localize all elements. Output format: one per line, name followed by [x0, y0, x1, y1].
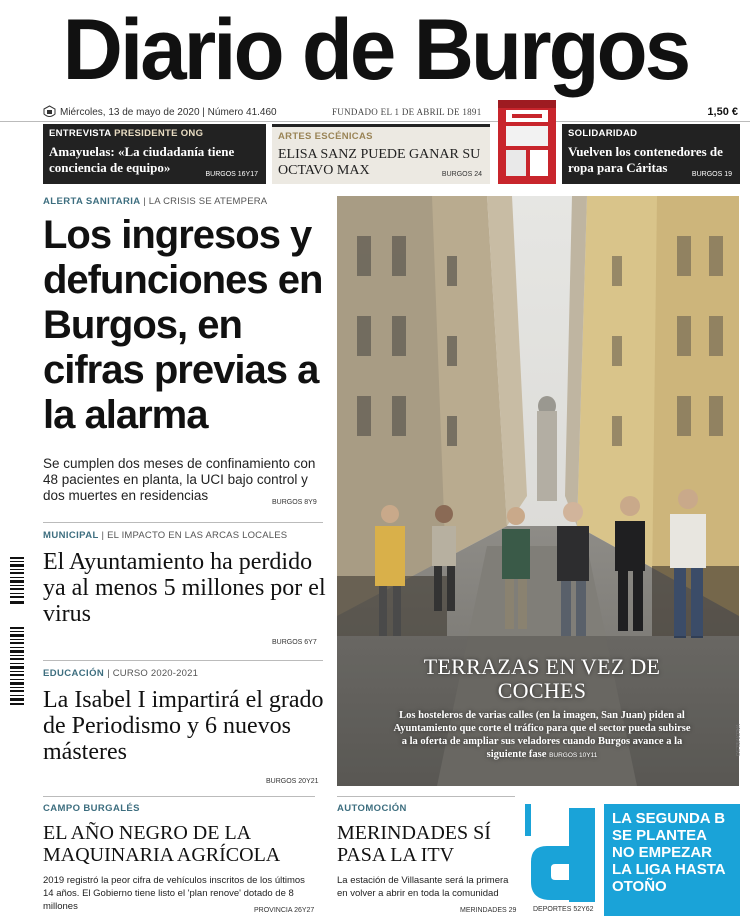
bottom-kicker: CAMPO BURGALÉS: [43, 803, 140, 814]
teaser-page: BURGOS 19: [691, 171, 732, 178]
sports-headline: LA SEGUNDA B SE PLANTEA NO EMPEZAR LA LIGA HASTA OTOÑO: [604, 804, 740, 916]
divider: [43, 796, 315, 797]
city-crest-icon: [43, 105, 56, 119]
teaser-text: Vuelven los contenedores de ropa para Cáritas: [568, 144, 723, 175]
teaser-interview[interactable]: [43, 124, 266, 184]
story-headline[interactable]: La Isabel I impartirá el grado de Periodismo y 6 nuevos másteres: [43, 687, 324, 765]
story-kicker: MUNICIPAL | EL IMPACTO EN LAS ARCAS LOCALES: [43, 530, 288, 541]
story-page-ref: BURGOS 6Y7: [272, 639, 317, 646]
price: 1,50 €: [707, 106, 738, 118]
clothing-container-image: [492, 98, 562, 184]
teaser-page: BURGOS 24: [441, 171, 482, 178]
photo-page-ref: BURGOS 10Y11: [549, 752, 598, 759]
photo-caption-text: Los hosteleros de varias calles (en la imagen, San Juan) piden al Ayuntamiento que corte el tráfico para que el sector pueda subirse a la oferta de ampliar sus veladores cuando Burgos avance a la siguiente fase: [393, 710, 691, 760]
bottom-headline[interactable]: MERINDADES SÍ PASA LA ITV: [337, 822, 491, 866]
story-kicker-main: MUNICIPAL: [43, 530, 99, 541]
photo-caption-title[interactable]: TERRAZAS EN VEZ DE COCHES: [423, 654, 661, 703]
dateline: [0, 104, 750, 122]
sports-logo-icon: [525, 804, 600, 908]
story-kicker-sub: CURSO 2020-2021: [112, 668, 199, 679]
photo-caption: [392, 655, 692, 762]
bottom-headline[interactable]: EL AÑO NEGRO DE LA MAQUINARIA AGRÍCOLA: [43, 822, 281, 866]
story-page-ref: BURGOS 20Y21: [266, 778, 319, 785]
sports-teaser[interactable]: [525, 804, 740, 916]
story-kicker: EDUCACIÓN | CURSO 2020-2021: [43, 668, 199, 679]
lead-headline[interactable]: Los ingresos y defunciones en Burgos, en cifras previas a la alarma: [43, 213, 323, 437]
divider: [43, 660, 323, 661]
lead-page-ref: BURGOS 8Y9: [272, 499, 317, 506]
lead-kicker-sub: LA CRISIS SE ATEMPERA: [148, 196, 268, 207]
teaser-arts[interactable]: [272, 124, 490, 184]
bottom-text: 2019 registró la peor cifra de vehículos inscritos de los últimos 14 años. El Gobierno tiene listo el 'plan renove' dotado de 8 millones: [43, 875, 305, 912]
teaser-page: BURGOS 16Y17: [205, 171, 258, 178]
teaser-solidarity[interactable]: [562, 124, 740, 184]
teaser-kicker: ENTREVISTA: [49, 128, 112, 139]
lead-kicker: ALERTA SANITARIA | LA CRISIS SE ATEMPERA: [43, 196, 268, 207]
bottom-page-ref: MERINDADES 29: [460, 907, 517, 914]
barcode-image: [8, 555, 28, 710]
story-headline[interactable]: El Ayuntamiento ha perdido ya al menos 5 millones por el virus: [43, 549, 326, 627]
masthead: [0, 0, 750, 100]
story-kicker-sub: EL IMPACTO EN LAS ARCAS LOCALES: [107, 530, 288, 541]
teaser-kicker-accent: PRESIDENTE ONG: [114, 128, 204, 139]
story-kicker-main: EDUCACIÓN: [43, 668, 105, 679]
photo-credit: VALDIVIELSO: [734, 724, 740, 757]
newspaper-title: Diario de Burgos: [62, 2, 688, 98]
founded-line: FUNDADO EL 1 DE ABRIL DE 1891: [332, 107, 482, 117]
bottom-page-ref: PROVINCIA 26Y27: [254, 907, 315, 914]
teaser-kicker: SOLIDARIDAD: [568, 128, 638, 139]
teaser-text: Amayuelas: «La ciudadanía tiene conciencia de equipo»: [49, 144, 235, 175]
lead-deck: Se cumplen dos meses de confinamiento con 48 pacientes en planta, la UCI bajo control y dos muertes en residencias: [43, 456, 316, 503]
bottom-kicker: AUTOMOCIÓN: [337, 803, 407, 814]
divider: [337, 796, 515, 797]
divider: [43, 522, 323, 523]
lead-kicker-main: ALERTA SANITARIA: [43, 196, 141, 207]
issue-date: Miércoles, 13 de mayo de 2020 | Número 41.460: [60, 107, 277, 118]
sports-page-ref: DEPORTES 52Y62: [533, 906, 594, 913]
teaser-text: ELISA SANZ PUEDE GANAR SU OCTAVO MAX: [278, 147, 481, 178]
bottom-text: La estación de Villasante será la primera en volver a abrir en toda la comunidad: [337, 875, 509, 899]
teaser-kicker: ARTES ESCÉNICAS: [278, 131, 373, 142]
